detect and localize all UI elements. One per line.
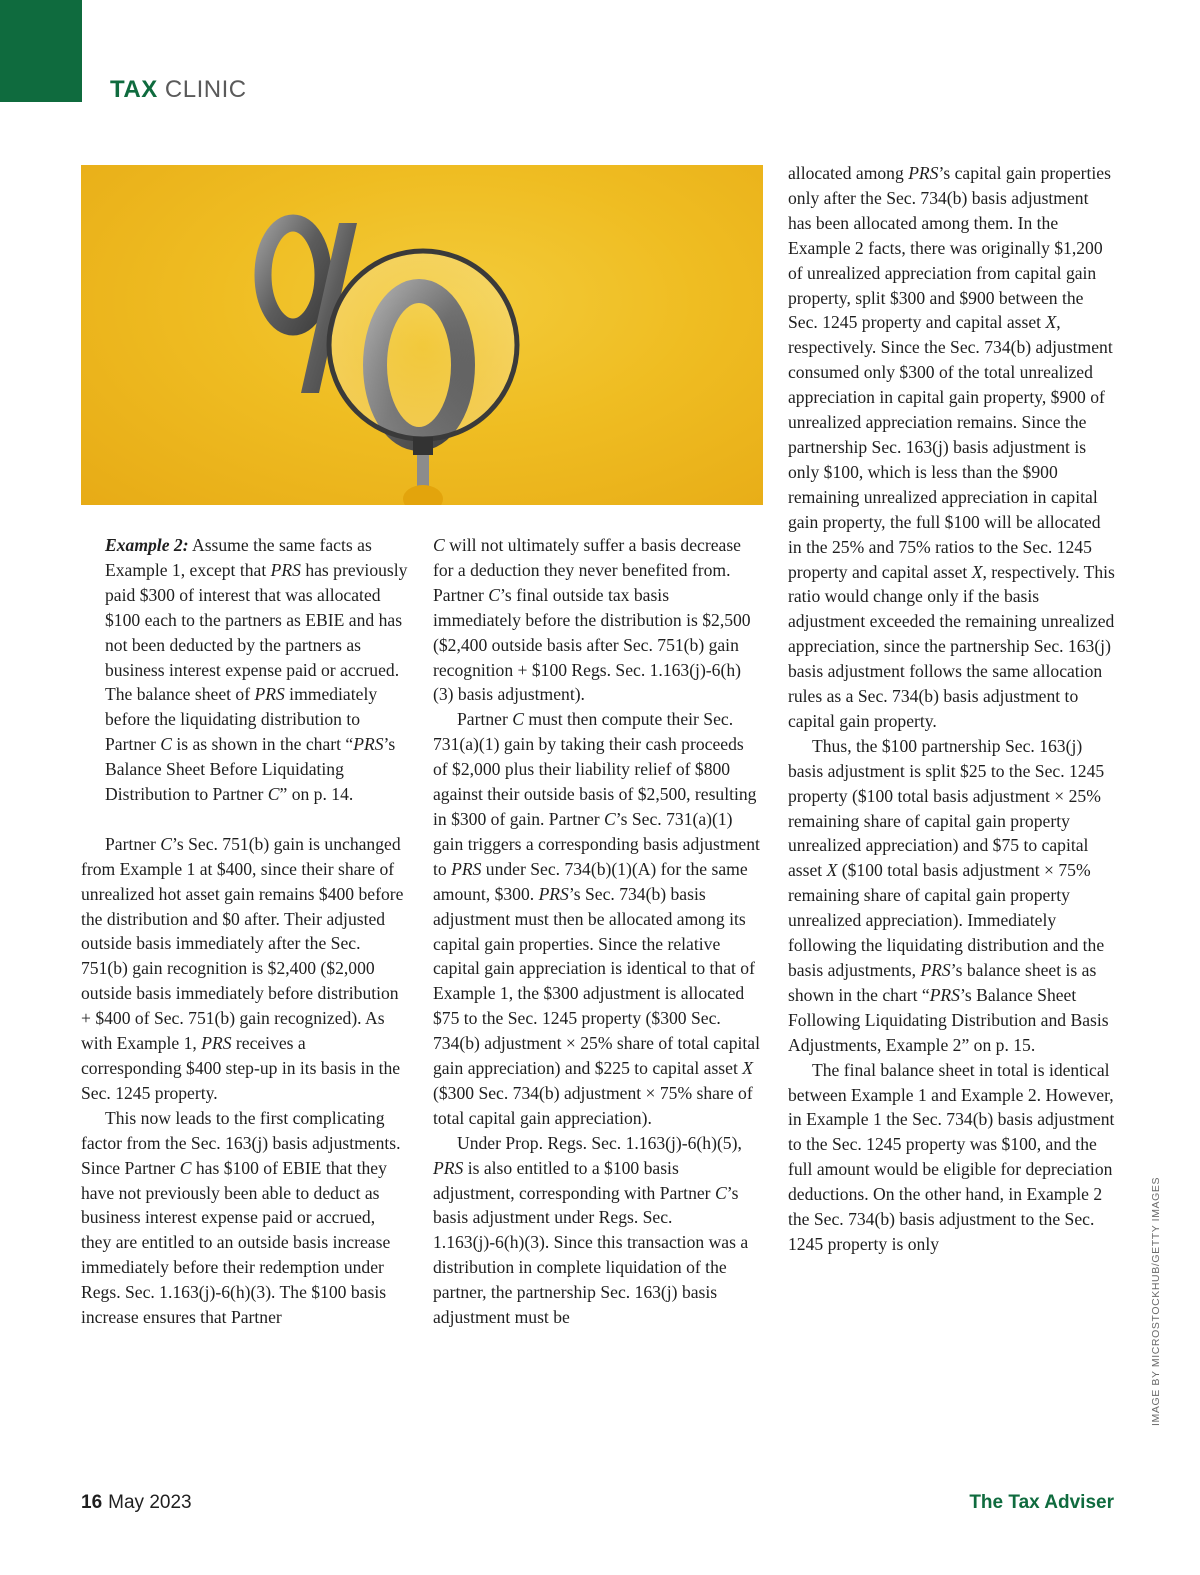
column-2 bbox=[433, 533, 761, 1330]
percent-magnifier-photo bbox=[81, 165, 763, 505]
column-3 bbox=[788, 161, 1116, 1257]
example-2-paragraph: Example 2: Assume the same facts as Example 1, except that PRS has previously paid $300 of interest that was allocated $100 each to the partners as EBIE and has not been deducted by the partners as business interest expense paid or accrued. The balance sheet of PRS immediately before the liquidating distribution to Partner C is as shown in the chart “PRS’s Balance Sheet Before Liquidating Distribution to Partner C” on p. 14. bbox=[105, 535, 408, 805]
section-header bbox=[110, 76, 247, 104]
body-paragraph: This now leads to the first complicating factor from the Sec. 163(j) basis adjustments. Since Partner C has $100 of EBIE that they have not previously been able to deduct as business interest expense paid or accrued, they are entitled to an outside basis increase immediately before their redemption under Regs. Sec. 1.163(j)-6(h)(3). The $100 basis increase ensures that Partner bbox=[81, 1107, 401, 1328]
body-paragraph: allocated among PRS’s capital gain properties only after the Sec. 734(b) basis adjustment has been allocated among them. In the Example 2 facts, there was originally $1,200 of unrealized appreciation from capital gain property, split $300 and $900 between the Sec. 1245 property and capital asset X, respectively. Since the Sec. 734(b) adjustment consumed only $300 of the total unrealized appreciation in capital gain property, $900 of unrealized appreciation remains. Since the partnership Sec. 163(j) basis adjustment is only $100, which is less than the $900 remaining unrealized appreciation in capital gain property, the full $100 will be allocated in the 25% and 75% ratios to the Sec. 1245 property and capital asset X, respectively. This ratio would change only if the basis adjustment exceeded the remaining unrealized appreciation, since the partnership Sec. 163(j) basis adjustment follows the same allocation rules as a Sec. 734(b) basis adjustment to capital gain property. bbox=[788, 163, 1115, 731]
body-paragraph: Under Prop. Regs. Sec. 1.163(j)-6(h)(5), PRS is also entitled to a $100 basis adjustment, corresponding with Partner C’s basis adjustment under Regs. Sec. 1.163(j)-6(h)(3). Since this transaction was a distribution in complete liquidation of the partner, the partnership Sec. 163(j) basis adjustment must be bbox=[433, 1132, 749, 1328]
section-header-strong: TAX bbox=[110, 76, 158, 103]
example-label: Example 2: bbox=[105, 535, 189, 555]
section-color-tab bbox=[0, 0, 82, 102]
body-paragraph: C will not ultimately suffer a basis decrease for a deduction they never benefited from. Partner C’s final outside tax basis immediately before the distribution is $2,500 ($2,400 outside basis after Sec. 751(b) gain recognition + $100 Regs. Sec. 1.163(j)-6(h)(3) basis adjustment). bbox=[433, 535, 751, 705]
section-header-light: CLINIC bbox=[164, 76, 247, 103]
body-paragraph: Partner C must then compute their Sec. 731(a)(1) gain by taking their cash proceeds of $2,000 plus their liability relief of $800 against their outside basis of $2,500, resulting in $300 of gain. Partner C’s Sec. 731(a)(1) gain triggers a corresponding basis adjustment to PRS under Sec. 734(b)(1)(A) for the same amount, $300. PRS’s Sec. 734(b) basis adjustment must then be allocated among its capital gain properties. Since the relative capital gain appreciation is identical to that of Example 1, the $300 adjustment is allocated $75 to the Sec. 1245 property ($300 Sec. 734(b) adjustment × 25% share of total capital gain appreciation) and $225 to capital asset X ($300 Sec. 734(b) adjustment × 75% share of total capital gain appreciation). bbox=[433, 709, 761, 1128]
column-1 bbox=[81, 533, 409, 1330]
image-credit: IMAGE BY MICROSTOCKHUB/GETTY IMAGES bbox=[1150, 1176, 1162, 1426]
issue-date: May 2023 bbox=[108, 1492, 192, 1513]
body-paragraph: Thus, the $100 partnership Sec. 163(j) basis adjustment is split $25 to the Sec. 1245 property ($100 total basis adjustment × 25% remaining share of capital gain property unrealized appreciation) and $75 to capital asset X ($100 total basis adjustment × 75% remaining share of capital gain property unrealized appreciation). Immediately following the liquidating distribution and the basis adjustments, PRS’s balance sheet is as shown in the chart “PRS’s Balance Sheet Following Liquidating Distribution and Basis Adjustments, Example 2” on p. 15. bbox=[788, 735, 1109, 1055]
percent-magnifier-illustration bbox=[81, 165, 763, 505]
page-footer-left bbox=[81, 1492, 192, 1514]
body-paragraph: Partner C’s Sec. 751(b) gain is unchanged from Example 1 at $400, since their share of unrealized hot asset gain remains $400 before the distribution and $0 after. Their adjusted outside basis immediately after the Sec. 751(b) gain recognition is $2,400 ($2,000 outside basis immediately before distribution + $400 of Sec. 751(b) gain recognized). As with Example 1, PRS receives a corresponding $400 step-up in its basis in the Sec. 1245 property. bbox=[81, 833, 404, 1103]
publication-name: The Tax Adviser bbox=[969, 1492, 1114, 1513]
page-number: 16 bbox=[81, 1492, 103, 1513]
body-paragraph: The final balance sheet in total is identical between Example 1 and Example 2. However, in Example 1 the Sec. 734(b) basis adjustment to the Sec. 1245 property was $100, and the full amount would be eligible for depreciation deductions. On the other hand, in Example 2 the Sec. 734(b) basis adjustment to the Sec. 1245 property is only bbox=[788, 1059, 1115, 1254]
